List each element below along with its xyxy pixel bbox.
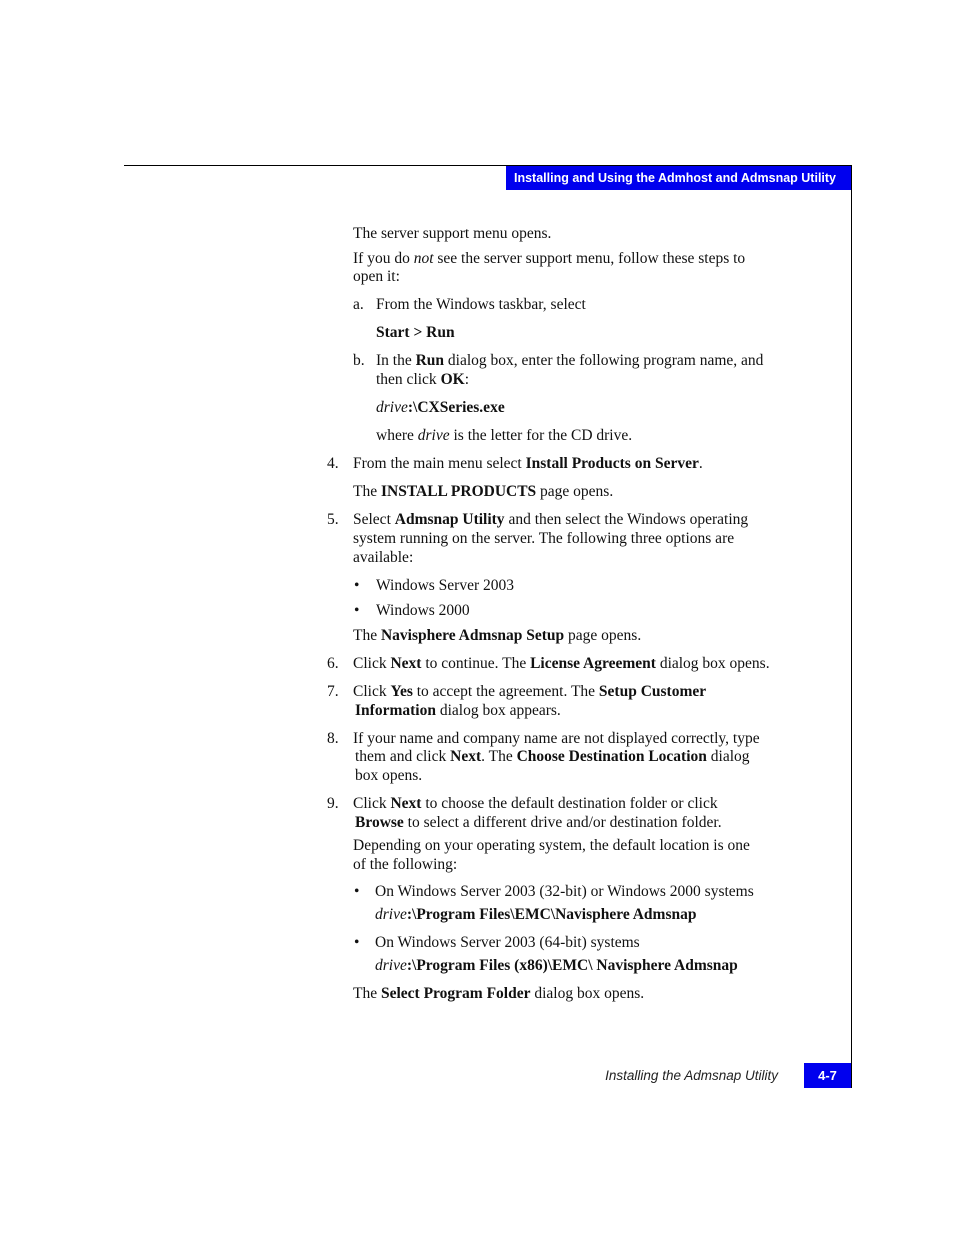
paragraph-if-not: If you do not see the server support menu, follow these steps to [353,250,746,267]
bullet-icon: • [354,602,360,619]
substep-a-command: Start > Run [376,324,455,341]
location-64bit-path: drive:\Program Files (x86)\EMC\ Navisphere Admsnap [375,957,738,974]
bullet-icon: • [354,883,360,900]
step-5-text-end: available: [353,549,414,566]
page-number-text: 4-7 [818,1068,837,1083]
option-windows-2003: Windows Server 2003 [376,577,514,594]
drive-note: where drive is the letter for the CD drive. [376,427,633,444]
location-32bit: On Windows Server 2003 (32-bit) or Windows 2000 systems [375,883,754,900]
option-windows-2000: Windows 2000 [376,602,470,619]
substep-a-text: From the Windows taskbar, select [376,296,586,313]
final-result: The Select Program Folder dialog box opens. [353,985,645,1002]
footer-section-title: Installing the Admsnap Utility [605,1068,778,1083]
step-8-number: 8. [327,730,339,747]
step-5-number: 5. [327,511,339,528]
substep-b-text: In the Run dialog box, enter the following program name, and [376,352,764,369]
step-5-text-cont: system running on the server. The following three options are [353,530,735,547]
exe-path: drive:\CXSeries.exe [376,399,505,416]
step-9-text: Click Next to choose the default destination folder or click [353,795,718,812]
bullet-icon: • [354,577,360,594]
substep-b-text-cont: then click OK: [376,371,469,388]
step-8-text-end: box opens. [355,767,423,784]
step-7-text-cont: Information dialog box appears. [355,702,561,719]
substep-a-label: a. [353,296,364,313]
step-7-number: 7. [327,683,339,700]
bullet-icon: • [354,934,360,951]
chapter-header-text: Installing and Using the Admhost and Admsnap Utility [514,171,837,185]
location-32bit-path: drive:\Program Files\EMC\Navisphere Admsnap [375,906,697,923]
margin-rule [851,165,852,1088]
step-5-text: Select Admsnap Utility and then select the Windows operating [353,511,749,528]
step-7-text: Click Yes to accept the agreement. The Setup Customer [353,683,707,700]
step-4-text: From the main menu select Install Products on Server. [353,455,703,472]
step-4-result: The INSTALL PRODUCTS page opens. [353,483,614,500]
page-number [804,1063,851,1088]
substep-b-label: b. [353,352,365,369]
paragraph-menu-opens: The server support menu opens. [353,225,552,242]
step-9-paragraph-cont: of the following: [353,856,458,873]
step-6-text: Click Next to continue. The License Agreement dialog box opens. [353,655,770,672]
step-9-number: 9. [327,795,339,812]
step-8-text-cont: them and click Next. The Choose Destination Location dialog [355,748,750,765]
location-64bit: On Windows Server 2003 (64-bit) systems [375,934,640,951]
step-9-text-cont: Browse to select a different drive and/or destination folder. [355,814,722,831]
step-5-result: The Navisphere Admsnap Setup page opens. [353,627,642,644]
chapter-header [506,166,851,190]
paragraph-if-not-cont: open it: [353,268,400,285]
step-9-paragraph: Depending on your operating system, the default location is one [353,837,750,854]
step-6-number: 6. [327,655,339,672]
step-8-text: If your name and company name are not displayed correctly, type [353,730,760,747]
step-4-number: 4. [327,455,339,472]
